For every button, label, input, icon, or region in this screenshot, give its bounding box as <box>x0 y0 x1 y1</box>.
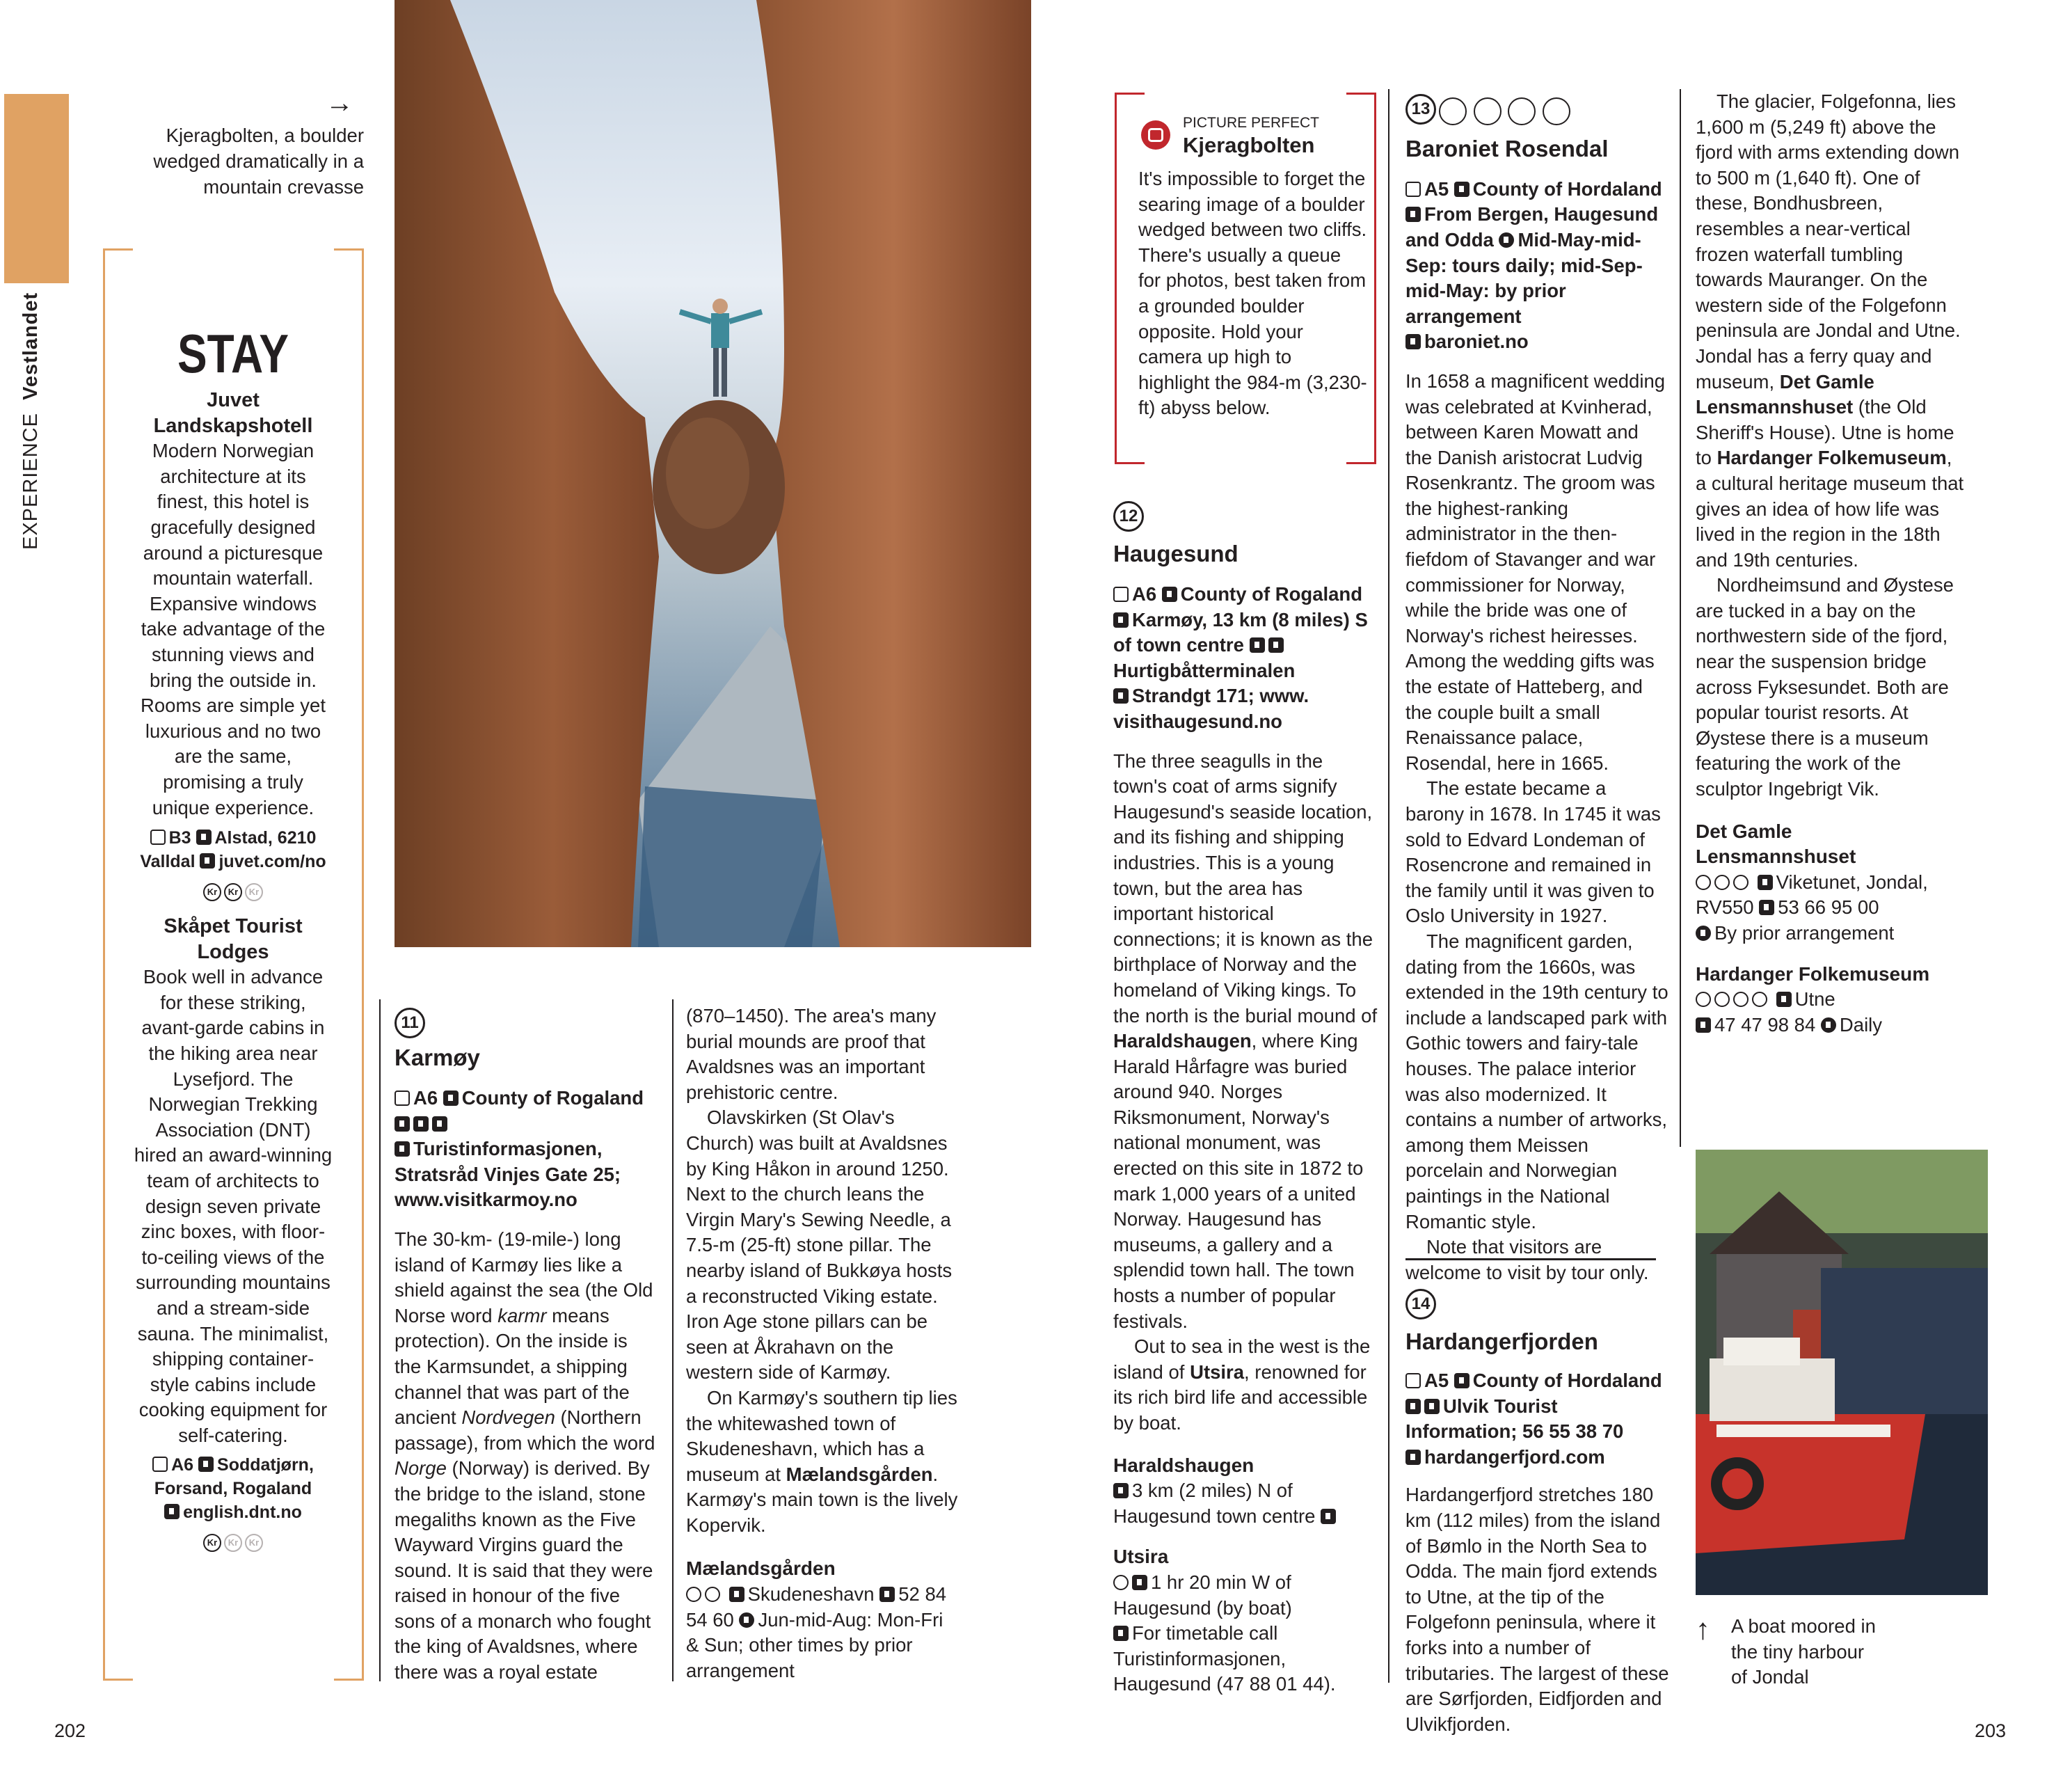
body-text: The magnificent garden, dating from the 1660s, was extended in the 19th century to include a landscaped park with Gothic towers and fairy-tale houses. The palace interior was also modernized. It contains a number of artworks, among them Meissen porcelain and Norwegian paintings in the National Romantic style. <box>1405 930 1668 1232</box>
accessibility-icon <box>1439 97 1467 125</box>
address-icon <box>198 1457 214 1472</box>
address-icon <box>1113 1483 1129 1498</box>
hotel-website[interactable]: juvet.com/no <box>218 852 326 872</box>
shop-icon <box>1543 97 1570 125</box>
info-icon <box>1424 1399 1440 1414</box>
section-divider <box>1405 1258 1656 1260</box>
price-icon: Kr <box>224 1534 242 1552</box>
stay-box <box>103 248 364 1681</box>
address-icon <box>729 1587 744 1602</box>
subentry-info: 1 hr 20 min W of Haugesund (by boat) For timetable call Turistinformasjonen, Haugesund (47 88 01 44). <box>1113 1571 1336 1695</box>
map-icon <box>1113 587 1129 602</box>
museum-icon <box>1714 875 1730 890</box>
bus-icon <box>1321 1509 1336 1524</box>
address-icon <box>1162 587 1177 602</box>
hotel-description: Book well in advance for these striking, avant-garde cabins in the hiking area near Lysefjord. The Norwegian Trekking Association (DNT) hired an award-winning team of architects to design seven private zinc boxes, with floor-to-ceiling views of the surrounding mountains and a stream-side sauna. The minimalist, shipping container-style cabins include cooking equipment for self-catering. <box>134 966 333 1446</box>
arrow-up-icon: ↑ <box>1696 1612 1710 1645</box>
section-tab <box>4 94 69 283</box>
karmoy-section-cont <box>686 1004 959 1683</box>
ferry-icon <box>1405 207 1421 222</box>
clock-icon <box>1821 1017 1836 1033</box>
body-text: On Karmøy's southern tip lies the whitewashed town of Skudeneshavn, which has a museum at Mælandsgården. Karmøy's main town is the lively Kopervik. <box>686 1386 958 1536</box>
section-label <box>19 292 42 550</box>
web-icon <box>200 853 215 869</box>
plane-icon <box>1113 612 1129 628</box>
website-link[interactable]: hardangerfjord.com <box>1424 1445 1605 1468</box>
museum-icon <box>1714 992 1730 1007</box>
column-divider <box>672 999 674 1681</box>
section-title: Karmøy <box>395 1045 480 1070</box>
subentry-info: Utne 47 47 98 84 Daily <box>1696 987 1967 1038</box>
karmoy-section <box>395 1008 659 1686</box>
hardanger-section-cont <box>1696 89 1967 1038</box>
ferry-icon <box>1113 1626 1129 1641</box>
price-rating <box>128 1534 338 1552</box>
hotel-details: B3 Alstad, 6210 Valldal juvet.com/no <box>140 828 326 872</box>
body-text: Note that visitors are welcome to visit by tour only. <box>1405 1236 1649 1283</box>
bus-icon <box>413 1116 429 1132</box>
subentry-info: Viketunet, Jondal, RV550 53 66 95 00 By prior arrangement <box>1696 871 1928 944</box>
accessibility-icon <box>686 1587 701 1602</box>
hotel-name: Juvet Landskapshotell <box>153 389 313 437</box>
price-icon: Kr <box>245 883 263 901</box>
body-text: (870–1450). The area's many burial mounds are proof that Avaldsnes was an important prehistoric centre. <box>686 1005 937 1103</box>
body-text: The three seagulls in the town's coat of arms signify Haugesund's seaside location, and its fishing and shipping industries. This is a young town, but the area has important historical connections; it is known as the birthplace of Norway and the homeland of Viking kings. To the north is the burial mound of Haraldshaugen, where King Harald Hårfagre was buried around 940. Norges Riksmonument, Norway's national monument, was erected on this site in 1872 to mark 1,000 years of a united Norway. Haugesund has museums, a gallery and a splendid town hall. The town hosts a number of popular festivals. <box>1113 750 1378 1332</box>
map-icon <box>395 1091 410 1106</box>
clock-icon <box>739 1612 754 1628</box>
practical-info: A6 County of Rogaland Turistinformasjonen, Stratsråd Vinjes Gate 25; www.visitkarmoy.no <box>395 1087 644 1211</box>
price-icon: Kr <box>203 1534 221 1552</box>
museum-icon <box>1474 97 1502 125</box>
accessibility-icon <box>1696 992 1711 1007</box>
museum-icon <box>705 1587 720 1602</box>
section-number: 11 <box>395 1008 425 1038</box>
price-icon: Kr <box>245 1534 263 1552</box>
map-icon <box>1405 1373 1421 1388</box>
picture-perfect-title: Kjeragbolten <box>1183 133 1315 157</box>
hotel-details: A6 Soddatjørn, Forsand, Rogaland english.dnt.no <box>128 1453 338 1524</box>
body-text: In 1658 a magnificent wedding was celebrated at Kvinherad, between Karen Mowatt and the Danish aristocrat Ludvig Rosenkrantz. The groom was the highest-ranking administrator in the then-fiefdom of Stavanger and war commissioner for Norway, while the bride was one of Norway's richest heiresses. Among the wedding gifts was the estate of Hatteberg, and the couple built a small Renaissance palace, Rosendal, here in 1665. <box>1405 370 1666 774</box>
web-icon <box>1405 334 1421 349</box>
column-divider <box>1680 89 1681 1147</box>
camera-icon <box>1141 120 1170 150</box>
price-icon: Kr <box>224 883 242 901</box>
section-title: Haugesund <box>1113 541 1238 566</box>
page-number-right: 203 <box>1975 1720 2007 1741</box>
body-text: The glacier, Folgefonna, lies 1,600 m (5,249 ft) above the fjord with arms extending down to 500 m (1,640 ft). One of these, Bondhusbreen, resembles a near-vertical frozen waterfall tumbling towards Mauranger. On the western side of the Folgefonn peninsula are Jondal and Utne. Jondal has a ferry quay and museum, Det Gamle Lensmannshuset (the Old Sheriff's House). Utne is home to Hardanger Folkemuseum, a cultural heritage museum that gives an idea of how life was lived in the region in the 18th and 19th centuries. <box>1696 90 1964 571</box>
cafe-icon <box>1733 875 1749 890</box>
address-icon <box>196 830 212 845</box>
section-number: 13 <box>1405 94 1436 125</box>
map-icon <box>152 1457 168 1472</box>
plane-icon <box>395 1116 410 1132</box>
price-icon: Kr <box>203 883 221 901</box>
phone-icon <box>879 1587 895 1602</box>
kjeragbolten-photo <box>395 0 1031 947</box>
section-title: Baroniet Rosendal <box>1405 135 1609 161</box>
picture-perfect-box <box>1115 93 1376 463</box>
subentry-info: 3 km (2 miles) N of Haugesund town centre <box>1113 1478 1378 1529</box>
practical-info: A5 County of Hordaland Ulvik Tourist Information; 56 55 38 70 hardangerfjord.com <box>1405 1370 1662 1468</box>
ferry-icon <box>1268 637 1284 653</box>
phone-icon <box>1696 1017 1711 1033</box>
subentry-title: Haraldshaugen <box>1113 1454 1254 1476</box>
museum-icon <box>1113 1575 1129 1590</box>
body-text: Hardangerfjord stretches 180 km (112 miles) from the island of Bømlo in the North Sea to Odda. The main fjord extends to Utne, at the tip of the Folgefonn peninsula, where it forks into a number of tributaries. The largest of these are Sørfjorden, Eidfjorden and Ulvikfjorden. <box>1405 1484 1669 1735</box>
ferry-icon <box>1405 1399 1421 1414</box>
phone-icon <box>1759 900 1774 915</box>
hotel-description: Modern Norwegian architecture at its finest, this hotel is gracefully designed around a picturesque mountain waterfall. Expansive windows take advantage of the stunning views and bring the outside in. Rooms are simple yet luxurious and no two are the same, promising a truly unique experience. <box>141 440 326 818</box>
region-name: Vestlandet <box>19 292 42 400</box>
body-text: Olavskirken (St Olav's Church) was built at Avaldsnes by King Håkon in around 1250. Next to the church leans the Virgin Mary's Sewing Needle, a 7.5-m (25-ft) stone pillar. The nearby island of Bukkøya hosts a reconstructed Viking estate. Iron Age stone pillars can be seen at Åkrahavn on the western side of Karmøy. <box>686 1107 953 1383</box>
address-icon <box>1454 1373 1469 1388</box>
web-icon <box>1405 1450 1421 1465</box>
body-text: Nordheimsund and Øystese are tucked in a bay on the northwestern side of the fjord, near the suspension bridge across Fyksesundet. Both are popular tourist resorts. At Øystese there is a museum featuring the work of the sculptor Ingebrigt Vik. <box>1696 574 1954 800</box>
picture-perfect-text: It's impossible to forget the searing image of a boulder wedged between two cliffs. There's usually a queue for photos, best taken from a grounded boulder opposite. Hold your camera up high to highlight the 984-m (3,230-ft) abyss below. <box>1138 168 1367 419</box>
practical-info: A5 County of Hordaland From Bergen, Haugesund and Odda Mid-May-mid-Sep: tours daily; mid-Sep-mid-May: by prior arrangement baroniet.no <box>1405 177 1662 353</box>
subentry-title: Hardanger Folkemuseum <box>1696 962 1930 985</box>
shop-icon <box>1752 992 1767 1007</box>
address-icon <box>1776 992 1792 1007</box>
photo-caption-kjeragbolten: Kjeragbolten, a boulder wedged dramatically in a mountain crevasse <box>153 125 364 198</box>
hotel-website[interactable]: english.dnt.no <box>183 1502 302 1522</box>
address-icon <box>443 1091 459 1106</box>
body-text: The 30-km- (19-mile-) long island of Karmøy lies like a shield against the sea (the Old Norse word karmr means protection). On the inside is the Karmsundet, a shipping channel that was part of the ancient Nordvegen (Northern passage), from which the word Norge (Norway) is derived. By the bridge to the island, stone megaliths known as the Five Wayward Virgins guard the sound. It is said that they were raised in honour of the five sons of a monarch who fought the king of Avaldsnes, where there was a royal estate <box>395 1228 655 1683</box>
section-number: 14 <box>1405 1289 1436 1319</box>
column-divider <box>1388 89 1389 1683</box>
hotel-name: Skåpet Tourist Lodges <box>164 915 303 963</box>
address-icon <box>1454 182 1469 197</box>
map-icon <box>1405 182 1421 197</box>
subentry-info: Skudeneshavn 52 84 54 60 Jun-mid-Aug: Mon-Fri & Sun; other times by prior arrangement <box>686 1583 947 1681</box>
section-header-icons <box>1405 94 1670 125</box>
section-name: EXPERIENCE <box>19 413 42 550</box>
web-icon <box>164 1504 180 1519</box>
website-link[interactable]: baroniet.no <box>1424 331 1529 353</box>
rosendal-section <box>1405 94 1670 1285</box>
body-text: The estate became a barony in 1678. In 1745 it was sold to Edvard Londeman of Rosencrone and remained in the family until it was given to Oslo University in 1927. <box>1405 777 1661 927</box>
arrow-right-icon: → <box>326 88 353 118</box>
accessibility-icon <box>1696 875 1711 890</box>
section-number: 12 <box>1113 501 1144 532</box>
body-text: Out to sea in the west is the island of Utsira, renowned for its rich bird life and accessible by boat. <box>1113 1335 1371 1434</box>
subentry-title: Utsira <box>1113 1546 1169 1568</box>
picture-perfect-label: PICTURE PERFECT <box>1183 115 1320 131</box>
info-icon <box>395 1141 410 1157</box>
cafe-icon <box>1508 97 1536 125</box>
haugesund-section <box>1113 501 1378 1697</box>
map-icon <box>150 830 166 845</box>
cafe-icon <box>1733 992 1749 1007</box>
photo-caption-jondal: A boat moored in the tiny harbour of Jondal <box>1731 1615 1876 1688</box>
section-title: Hardangerfjorden <box>1405 1329 1598 1354</box>
jondal-harbour-photo <box>1696 1150 1988 1595</box>
info-icon <box>1113 688 1129 704</box>
bus-icon <box>1250 637 1265 653</box>
subentry-title: Mælandsgården <box>686 1557 836 1580</box>
ferry-icon <box>432 1116 447 1132</box>
clock-icon <box>1499 232 1514 248</box>
stay-title: STAY <box>177 323 289 384</box>
clock-icon <box>1696 926 1711 941</box>
hardanger-section <box>1405 1289 1670 1737</box>
column-divider <box>379 999 381 1681</box>
address-icon <box>1758 875 1773 890</box>
address-icon <box>1132 1575 1147 1590</box>
price-rating <box>128 883 338 901</box>
subentry-title: Det Gamle Lensmannshuset <box>1696 820 1856 868</box>
page-number-left: 202 <box>54 1720 86 1741</box>
practical-info: A6 County of Rogaland Karmøy, 13 km (8 miles) S of town centre Hurtigbåtterminalen Strandgt 171; www. visithaugesund.no <box>1113 583 1368 732</box>
